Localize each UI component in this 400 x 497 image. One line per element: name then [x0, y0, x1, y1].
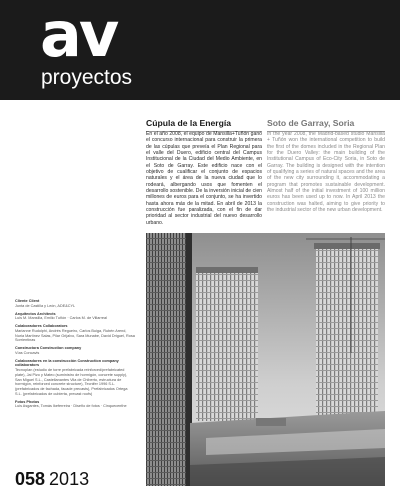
- credit-construction-collaborators: [15, 359, 135, 397]
- credit-client: [15, 299, 135, 308]
- credit-architects: [15, 312, 135, 321]
- credit-names: Marianne Rudolphi, Andrés Regueiro, Carlos Buiga, Rubén Arend, Nuria Martínez Salas, Pilar Grijalvo, Sara Munabe, David Driguel, Rosa Sorrientinas: [15, 328, 135, 343]
- credit-collaborators: [15, 324, 135, 343]
- credit-construction-company: [15, 346, 135, 355]
- credit-names: Luis Asgantes, Tomás Ikeferreira · Diseño de fotos · Cinquecenthe: [15, 404, 127, 409]
- credit-names: Luis M. Mansilla, Emilio Tuñón · Carlos M. de Villarreal: [15, 316, 107, 321]
- credit-names: Junta de Castilla y León, ADE&CYL: [15, 303, 76, 308]
- credit-role: Cliente Client: [15, 299, 40, 303]
- credit-role: Constructora Construction company: [15, 346, 82, 351]
- issue-number: [15, 469, 89, 489]
- article-title-en: Soto de Garray, Soria: [267, 118, 385, 132]
- article-text-es: En el año 2008, el equipo de Mansilla+Tuñón ganó el concurso internacional para construir la primera de las cúpulas que preveía el Plan Regional para el valle del Duero, edificio central del Campus Institucional de la Ciudad del Medio Ambiente, en el Soto de Garray. Este edificio nace con el objetivo de cualificar el conjunto de espacios naturales y el área de la nueva ciudad que lo rodeará, albergando usos que fomenten el desarrollo sostenible. De la inversión inicial de cien millones de euros para el conjunto, se ha invertido hasta ahora más de la mitad. En abril de 2013 la construcción fue paralizada, con el fin de dar prioridad al sector industrial del nuevo desarrollo urbano.: [146, 131, 262, 226]
- credit-names: Tecnoplan (estudio de torre prefabricada reinforced/prefabricated plate), Jai Pizo y Mateo (suministro de hormigón, concrete supply), San Miguel S.L., Castellanantes Vila de Chiberto, estructura de hormigón, reinforced concrete structure), Tecnifer 1996 S.L. (prefabricados de fachada, facade precasts), Prefabricados Ortega S.L. (prefabricados de cubierta, precast roofs): [15, 368, 128, 396]
- credit-role: Arquitectos Architects: [15, 311, 56, 316]
- credit-photos: [15, 400, 135, 409]
- issue-year: 2013: [49, 469, 90, 489]
- credit-role: Colaboradores Collaborators: [15, 324, 68, 329]
- credit-role: Colaboradores en la construcción Construction company collaborators: [15, 358, 119, 368]
- article-text-en: In the year 2008, the Madrid-based studio Mansilla + Tuñón won the international competition to build the first of the domes included in the Regional Plan for the Duero Valley: the main building of the Institutional Campus of Eco-City Soria, in Soto de Garray. The building is designed with the intention of qualifying a series of natural spaces and the area of the new city surrounding it, accommodating a program that promotes sustainable development. Almost half of the initial investment of 100 million euros has been used up to now. In April 2013 the construction was halted, aiming to give priority to the industrial sector of the new urban development.: [267, 131, 385, 214]
- logo-av: av: [40, 0, 117, 71]
- building-photo: [146, 233, 385, 486]
- logo-subtitle: proyectos: [41, 66, 133, 89]
- credit-role: Fotos Photos: [15, 399, 40, 404]
- credit-names: Vías Concavis: [15, 350, 40, 355]
- issue-num: 058: [15, 469, 46, 489]
- article-title-es: Cúpula de la Energía: [146, 118, 262, 132]
- masthead: [0, 0, 400, 100]
- credits: [15, 299, 135, 412]
